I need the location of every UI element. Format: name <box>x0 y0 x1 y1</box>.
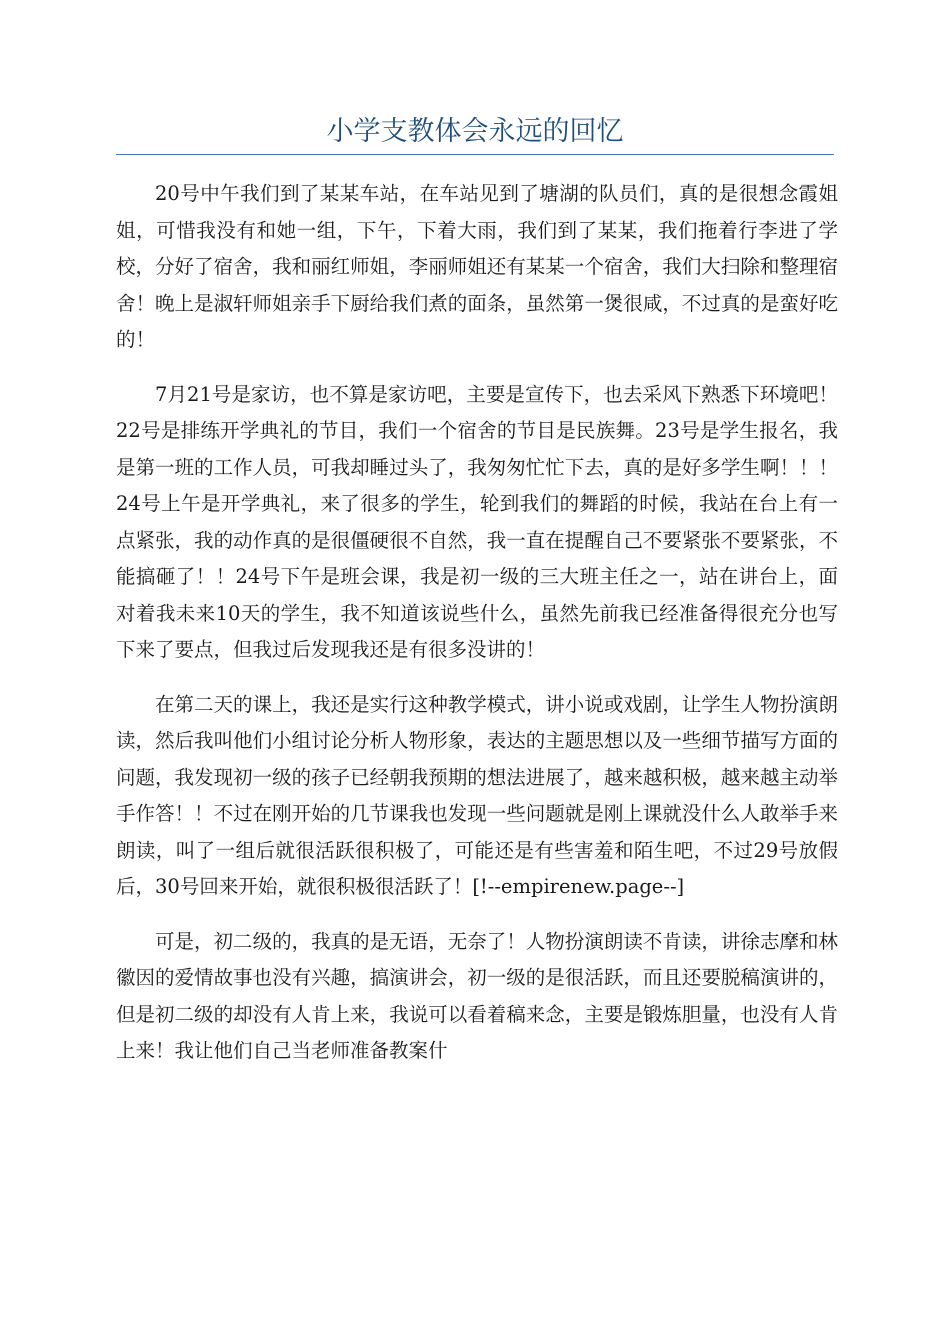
title-underline <box>116 154 834 155</box>
document-body <box>116 176 838 1088</box>
document-title: 小学支教体会永远的回忆 <box>326 116 624 147</box>
paragraph-3: 在第二天的课上，我还是实行这种教学模式，讲小说或戏剧，让学生人物扮演朗读，然后我叫他们小组讨论分析人物形象，表达的主题思想以及一些细节描写方面的问题，我发现初一级的孩子已经朝我预期的想法进展了，越来越积极，越来越主动举手作答！！不过在刚开始的几节课我也发现一些问题就是刚上课就没什么人敢举手来朗读，叫了一组后就很活跃很积极了，可能还是有些害羞和陌生吧，不过29号放假后，30号回来开始，就很积极很活跃了！[!--empirenew.page--] <box>116 692 838 898</box>
paragraph-4: 可是，初二级的，我真的是无语，无奈了！人物扮演朗读不肯读，讲徐志摩和林徽因的爱情故事也没有兴趣，搞演讲会，初一级的是很活跃，而且还要脱稿演讲的，但是初二级的却没有人肯上来，我说可以看着稿来念，主要是锻炼胆量，也没有人肯上来！我让他们自己当老师准备教案什 <box>116 929 838 1062</box>
paragraph-1: 20号中午我们到了某某车站，在车站见到了塘湖的队员们，真的是很想念霞姐姐，可惜我没有和她一组，下午，下着大雨，我们到了某某，我们拖着行李进了学校，分好了宿舍，我和丽红师姐，李丽师姐还有某某一个宿舍，我们大扫除和整理宿舍！晚上是淑轩师姐亲手下厨给我们煮的面条，虽然第一煲很咸，不过真的是蛮好吃的！ <box>116 182 838 351</box>
paragraph-2: 7月21号是家访，也不算是家访吧，主要是宣传下，也去采风下熟悉下环境吧！22号是排练开学典礼的节目，我们一个宿舍的节目是民族舞。23号是学生报名，我是第一班的工作人员，可我却睡过头了，我匆匆忙忙下去，真的是好多学生啊！！！24号上午是开学典礼，来了很多的学生，轮到我们的舞蹈的时候，我站在台上有一点紧张，我的动作真的是很僵硬很不自然，我一直在提醒自己不要紧张不要紧张，不能搞砸了！！24号下午是班会课，我是初一级的三大班主任之一，站在讲台上，面对着我未来10天的学生，我不知道该说些什么，虽然先前我已经准备得很充分也写下来了要点，但我过后发现我还是有很多没讲的！ <box>116 382 838 661</box>
